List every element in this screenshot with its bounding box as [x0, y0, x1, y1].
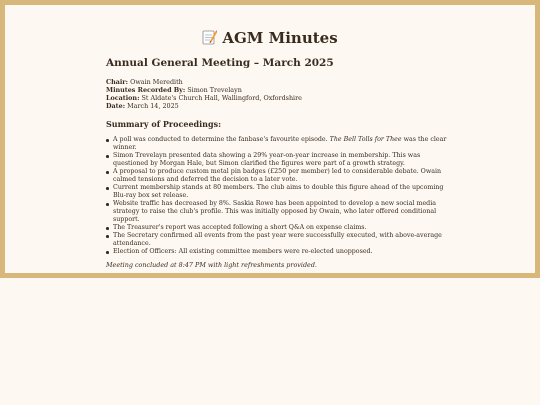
chair-row: [106, 78, 451, 86]
summary-heading: Summary of Proceedings:: [106, 119, 222, 129]
location-row: [106, 94, 451, 102]
list-item: The Treasurer's report was accepted following a short Q&A on expense claims.: [113, 224, 451, 232]
date-label: Date:: [106, 102, 126, 110]
page-title-text: AGM Minutes: [222, 29, 338, 47]
list-item: [113, 136, 451, 152]
location-label: Location:: [106, 94, 140, 102]
list-item: Website traffic has decreased by 8%. Saskia Rowe has been appointed to develop a new social media strategy to raise the club's profile. This was initially opposed by Owain, who later offered conditional support.: [113, 200, 451, 224]
list-item: Simon Trevelayn presented data showing a 29% year-on-year increase in membership. This was questioned by Morgan Hale, but Simon clarified the figures were part of a growth strategy.: [113, 152, 451, 168]
episode-title: The Bell Tolls for Thee: [329, 136, 402, 143]
list-item: Election of Officers: All existing committee members were re-elected unopposed.: [113, 248, 451, 256]
chair-label: Chair:: [106, 78, 129, 86]
list-item: Current membership stands at 80 members. The club aims to double this figure ahead of the upcoming Blu-ray box set release.: [113, 184, 451, 200]
list-item-text: A poll was conducted to determine the fanbase's favourite episode.: [113, 136, 330, 143]
minutes-recorder-row: [106, 86, 451, 94]
summary-list: [106, 136, 451, 256]
meeting-details: [106, 78, 451, 110]
date-value: March 14, 2025: [127, 102, 179, 110]
minutes-recorder-label: Minutes Recorded By:: [106, 86, 186, 94]
minutes-recorder-value: Simon Trevelayn: [187, 86, 242, 94]
list-item: The Secretary confirmed all events from the past year were successfully executed, with above-average attendance.: [113, 232, 451, 248]
meeting-heading: Annual General Meeting – March 2025: [106, 57, 334, 69]
page-title: [5, 28, 535, 48]
closing-note: Meeting concluded at 8:47 PM with light refreshments provided.: [106, 261, 317, 269]
location-value: St Aldate's Church Hall, Wallingford, Oxfordshire: [141, 94, 302, 102]
memo-icon: [202, 29, 217, 45]
list-item: A proposal to produce custom metal pin badges (£250 per member) led to considerable debate. Owain calmed tensions and deferred the decision to a later vote.: [113, 168, 451, 184]
chair-value: Owain Meredith: [130, 78, 183, 86]
list-item-text: was the clear winner.: [113, 136, 447, 151]
minutes-content: [106, 56, 451, 269]
date-row: [106, 102, 451, 110]
